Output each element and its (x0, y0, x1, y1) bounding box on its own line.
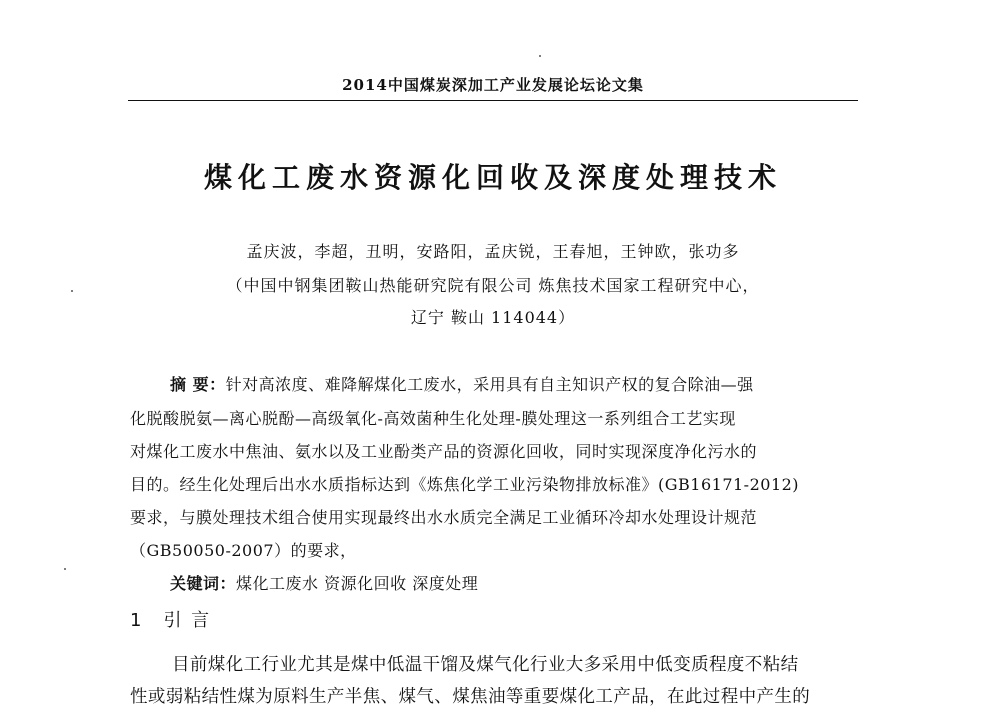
affiliation-line-2: 辽宁 鞍山 114044） (410, 308, 576, 327)
paper-title: 煤化工废水资源化回收及深度处理技术 (203, 161, 782, 194)
section-title: 引 言 (163, 610, 212, 631)
abstract-label: 摘 要： (170, 375, 226, 394)
body-paragraph-line: 性或弱粘结性煤为原料生产半焦、煤气、煤焦油等重要煤化工产品，在此过程中产生的 (130, 687, 811, 707)
keywords-text: 煤化工废水 资源化回收 深度处理 (236, 574, 479, 593)
affiliation-line-1: （中国中钢集团鞍山热能研究院有限公司 炼焦技术国家工程研究中心， (226, 276, 760, 295)
scan-speck (64, 568, 66, 570)
section-number: 1 (130, 610, 144, 631)
body-paragraph-line: 目前煤化工行业尤其是煤中低温干馏及煤气化行业大多采用中低变质程度不粘结 (172, 655, 799, 675)
author-list: 孟庆波，李超，丑明，安路阳，孟庆锐，王春旭，王钟欧，张功多 (246, 242, 740, 261)
abstract-line: 目的。经生化处理后出水水质指标达到《炼焦化学工业污染物排放标准》(GB16171-2012) (130, 475, 800, 494)
abstract-line: 要求，与膜处理技术组合使用实现最终出水水质完全满足工业循环冷却水处理设计规范 (130, 508, 758, 527)
abstract-line: 对煤化工废水中焦油、氨水以及工业酚类产品的资源化回收，同时实现深度净化污水的 (130, 442, 758, 461)
abstract-line: 化脱酸脱氨—离心脱酚—高级氧化-高效菌种生化处理-膜处理这一系列组合工艺实现 (130, 409, 736, 428)
keywords-label: 关键词： (170, 574, 237, 593)
keywords-line (170, 571, 478, 594)
running-header: 2014中国煤炭深加工产业发展论坛论文集 (342, 76, 644, 94)
scan-speck (539, 55, 541, 57)
scan-speck (71, 290, 73, 292)
section-heading (130, 606, 211, 632)
abstract-line: （GB50050-2007）的要求， (130, 541, 357, 560)
header-rule (128, 100, 858, 101)
abstract-first-line (170, 372, 754, 395)
abstract-line: 针对高浓度、难降解煤化工废水，采用具有自主知识产权的复合除油—强 (225, 375, 754, 394)
